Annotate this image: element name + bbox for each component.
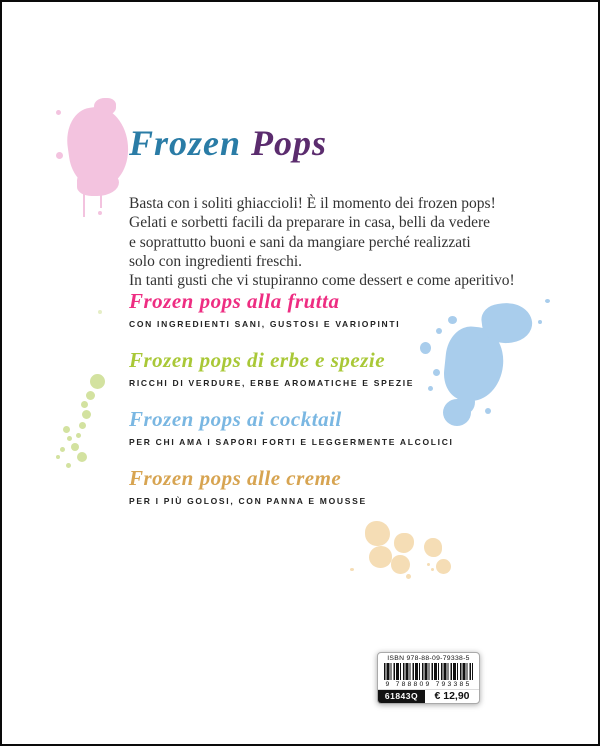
price-value: € 12,90 bbox=[434, 690, 470, 703]
intro-line: e soprattutto buoni e sani da mangiare perché realizzati bbox=[129, 233, 471, 251]
section-creme bbox=[129, 466, 454, 506]
section-erbe-spezie bbox=[129, 348, 454, 388]
intro-line: In tanti gusti che vi stupiranno come dessert e come aperitivo! bbox=[129, 272, 515, 290]
section-subtitle: RICCHI DI VERDURE, ERBE AROMATICHE E SPEZIE bbox=[129, 378, 415, 388]
section-subtitle: PER CHI AMA I SAPORI FORTI E LEGGERMENTE ALCOLICI bbox=[129, 437, 454, 447]
section-subtitle: PER I PIÙ GOLOSI, CON PANNA E MOUSSE bbox=[129, 496, 367, 506]
section-title: Frozen pops di erbe e spezie bbox=[129, 348, 386, 372]
barcode-digits: 9 788809 793385 bbox=[385, 680, 472, 688]
section-frutta bbox=[129, 289, 454, 329]
page-title bbox=[129, 122, 327, 164]
section-title: Frozen pops ai cocktail bbox=[129, 407, 342, 431]
section-title: Frozen pops alle creme bbox=[129, 466, 342, 490]
contents-list bbox=[129, 289, 454, 525]
barcode-price-box bbox=[377, 652, 480, 704]
price-row bbox=[378, 689, 479, 704]
product-code: 61843Q bbox=[378, 690, 425, 704]
section-title: Frozen pops alla frutta bbox=[129, 289, 340, 313]
isbn-label: ISBN 978-88-09-79338-5 bbox=[387, 655, 470, 662]
intro-line: Basta con i soliti ghiaccioli! È il momento dei frozen pops! bbox=[129, 195, 496, 212]
intro-paragraph bbox=[129, 194, 515, 290]
section-subtitle: CON INGREDIENTI SANI, GUSTOSI E VARIOPINTI bbox=[129, 319, 401, 329]
intro-line: Gelati e sorbetti facili da preparare in casa, belli da vedere bbox=[129, 214, 491, 232]
title-word-pops: Pops bbox=[251, 123, 328, 163]
intro-line: solo con ingredienti freschi. bbox=[129, 252, 303, 270]
section-cocktail bbox=[129, 407, 454, 447]
title-word-frozen: Frozen bbox=[129, 123, 242, 163]
barcode-icon bbox=[384, 663, 473, 680]
